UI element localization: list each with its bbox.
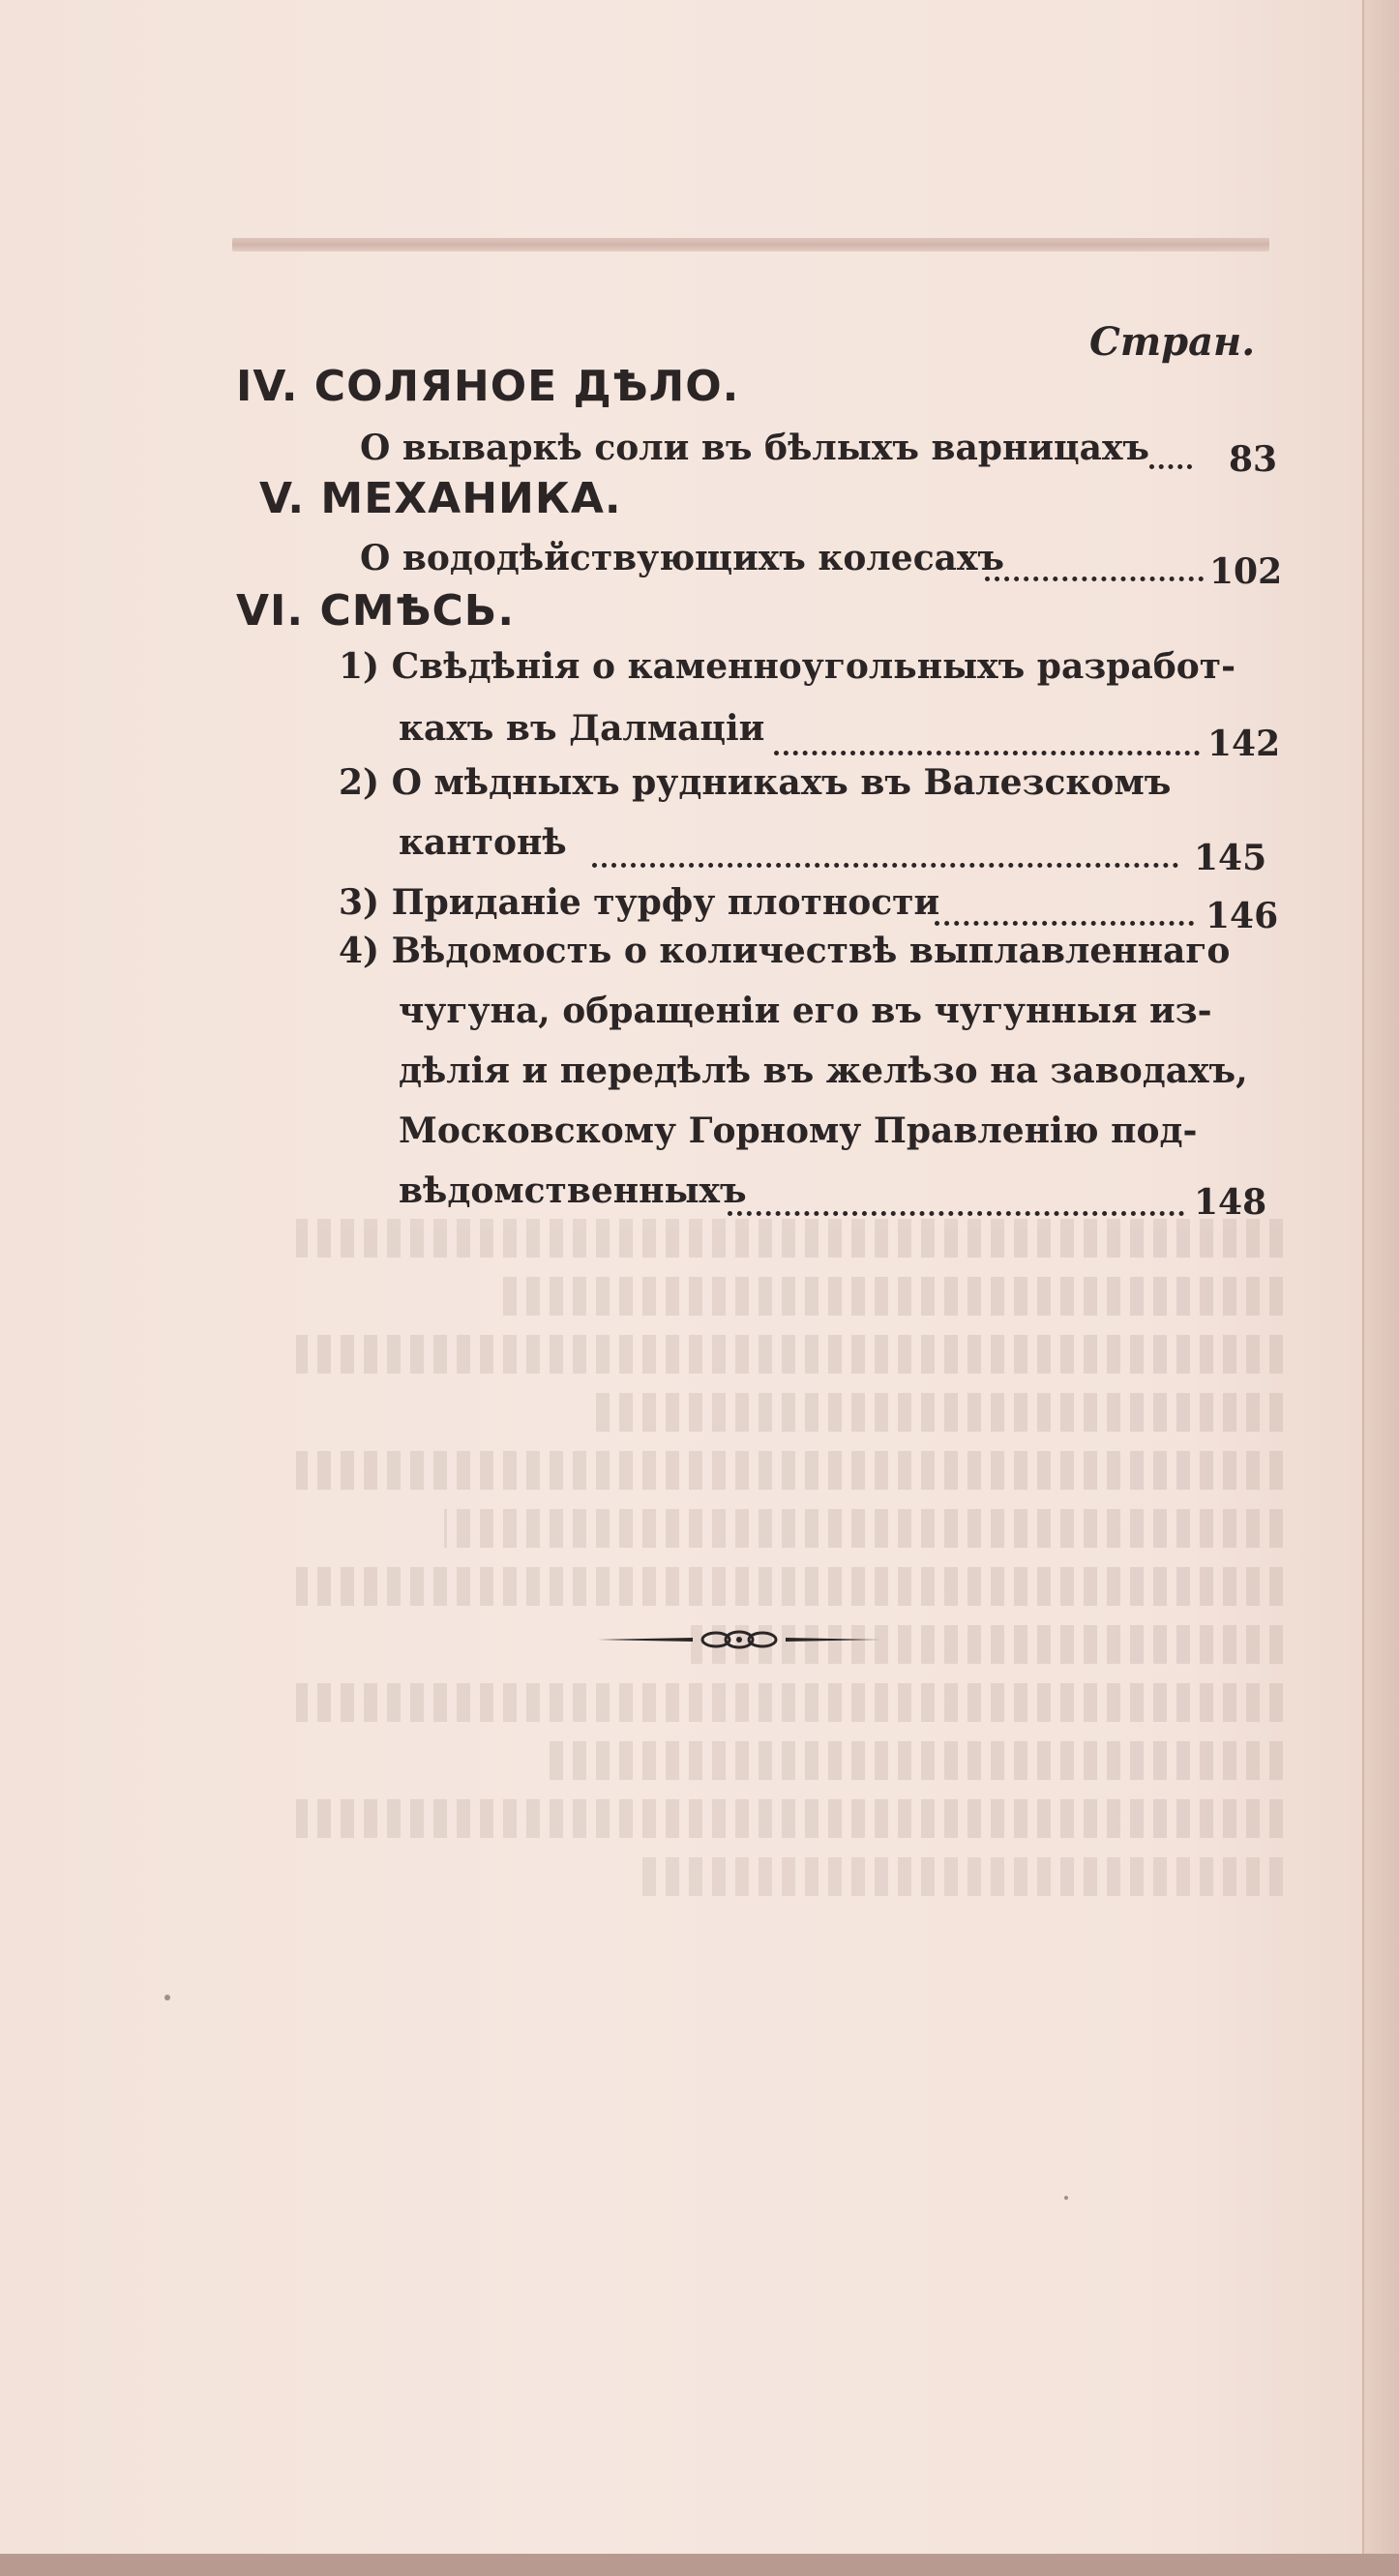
section-title-v: V. МЕХАНИКА.: [259, 474, 622, 523]
toc-entry-text: 4) Вѣдомость о количествѣ выплавленнаго: [339, 931, 1231, 971]
toc-entry-text: 3) Приданіе турфу плотности: [339, 882, 940, 923]
toc-entry-text: дѣлія и передѣлѣ въ желѣзо на заводахъ,: [399, 1051, 1248, 1091]
section-title-iv: IV. СОЛЯНОЕ ДѢЛО.: [236, 362, 740, 411]
toc-entry-text: О вываркѣ соли въ бѣлыхъ варницахъ: [360, 428, 1150, 468]
toc-page-number: 102: [1209, 551, 1283, 592]
toc-entry-text: 1) Свѣдѣнія о каменноугольныхъ разработ-: [339, 646, 1236, 687]
toc-page-number: 83: [1229, 439, 1278, 480]
toc-page-number: 145: [1194, 838, 1267, 878]
section-title-vi: VI. СМѢСЬ.: [236, 586, 516, 636]
page-edge-right: [1362, 0, 1399, 2576]
toc-entry-text: кантонѣ: [399, 822, 567, 863]
toc-page-number: 148: [1194, 1182, 1267, 1223]
page-column-label: Стран.: [1089, 319, 1256, 365]
header-rule: [232, 238, 1269, 252]
toc-entry-text: О вододѣйствующихъ колесахъ: [360, 538, 1005, 578]
toc-entry-text: Московскому Горному Правленію под-: [399, 1110, 1198, 1151]
toc-entry-text: чугуна, обращеніи его въ чугунныя из-: [399, 991, 1212, 1031]
toc-leader-dots: [935, 886, 1194, 926]
toc-leader-dots: [728, 1176, 1184, 1216]
paper-speck: [164, 1995, 170, 2000]
toc-leader-dots: [592, 828, 1178, 868]
toc-entry-text: кахъ въ Далмаціи: [399, 708, 765, 749]
paper-speck: [1064, 2196, 1068, 2200]
toc-leader-dots: [774, 716, 1200, 755]
toc-entry-text: вѣдомственныхъ: [399, 1170, 747, 1211]
bleed-through-text: [296, 1219, 1283, 1954]
toc-entry-text: 2) О мѣдныхъ рудникахъ въ Валезскомъ: [339, 762, 1172, 803]
toc-leader-dots: [1149, 429, 1192, 469]
toc-page-number: 146: [1206, 896, 1279, 936]
toc-page-number: 142: [1207, 724, 1281, 764]
toc-leader-dots: [985, 542, 1204, 581]
page-edge-bottom: [0, 2554, 1399, 2576]
decorative-rule-icon: [596, 1628, 882, 1651]
